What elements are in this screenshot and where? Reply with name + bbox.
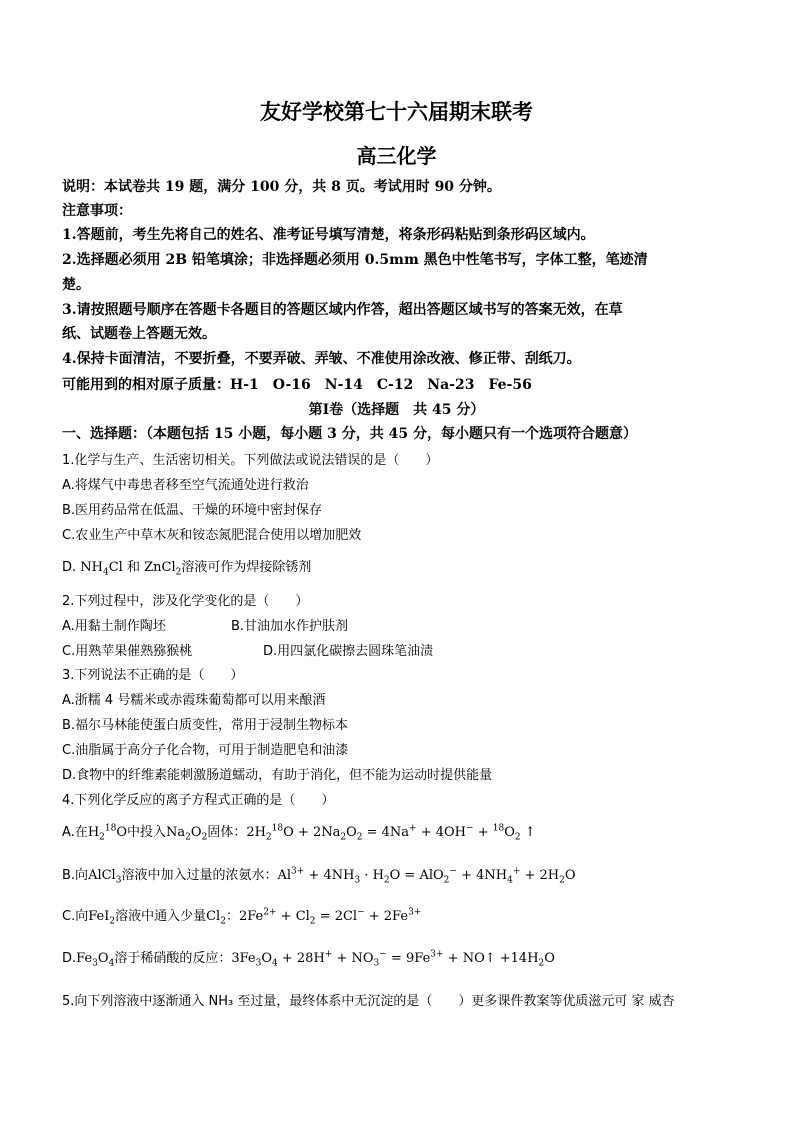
notice-item-2b: 楚。 — [62, 277, 90, 293]
q3-option-d: D.食物中的纤维素能刺激肠道蠕动，有助于消化，但不能为运动时提供能量 — [62, 768, 493, 783]
exam-title: 友好学校第七十六届期末联考 — [260, 99, 533, 124]
subject-title: 高三化学 — [356, 144, 437, 168]
exam-description: 说明：本试卷共 19 题，满分 100 分，共 8 页。考试用时 90 分钟。 — [62, 179, 501, 195]
q2-option-b: B.甘油加水作护肤剂 — [231, 619, 349, 634]
notice-item-2a: 2.选择题必须用 2B 铅笔填涂；非选择题必须用 0.5mm 黑色中性笔书写，字体工整，笔迹清 — [62, 252, 648, 268]
q3-stem: 3.下列说法不正确的是（ ） — [62, 668, 244, 683]
q4-option-a: A.在$H_2^{18}O$中投入$Na_2O_2$固体：$2H_2^{18}O + 2Na_2O_2 = 4Na^+ + 4OH^- + ^{18}O_2$ ↑ — [62, 823, 536, 843]
q4-option-b: B.向AlCl$_3$溶液中加入过量的浓氨水：$Al^{3+} + 4NH_3 \cdot H_2O = AlO_2^- + 4NH_4^+ + 2H_2O$ — [62, 866, 576, 886]
notice-item-3a: 3.请按照题号顺序在答题卡各题目的答题区域内作答，超出答题区域书写的答案无效，在草 — [62, 302, 623, 318]
q2-option-a: A.用黏土制作陶坯 — [62, 619, 166, 634]
notice-item-4: 4.保持卡面清洁，不要折叠，不要弄破、弄皱、不准使用涂改液、修正带、刮纸刀。 — [62, 351, 581, 367]
q4-stem: 4.下列化学反应的离子方程式正确的是（ ） — [62, 793, 335, 808]
q1-stem: 1.化学与生产、生活密切相关。下列做法或说法错误的是（ ） — [62, 453, 439, 468]
q2-option-d: D.用四氯化碳擦去圆珠笔油渍 — [263, 644, 434, 659]
q1-option-a: A.将煤气中毒患者移至空气流通处进行救治 — [62, 478, 309, 493]
q1-option-b: B.医用药品常在低温、干燥的环境中密封保存 — [62, 503, 323, 518]
q4-option-c: C.向FeI$_2$溶液中通入少量$Cl_2$：$2Fe^{2+} + Cl_2 = 2Cl^- + 2Fe^{3+}$ — [62, 907, 422, 927]
notice-item-3b: 纸、试题卷上答题无效。 — [62, 326, 216, 342]
q1-option-c: C.农业生产中草木灰和铵态氮肥混合使用以增加肥效 — [62, 528, 362, 543]
q5-stem: 5.向下列溶液中逐渐通入 NH₃ 至过量，最终体系中无沉淀的是（ ）更多课件教案等优质滋元可 家 威杏 — [62, 994, 675, 1009]
part1-heading: 一、选择题：（本题包括 15 小题，每小题 3 分，共 45 分，每小题只有一个选项符合题意） — [62, 426, 637, 442]
q2-option-c: C.用熟苹果催熟猕猴桃 — [62, 644, 193, 659]
q4-option-d: $D.Fe_3O_4$溶于稀硝酸的反应：$3Fe_3O_4 + 28H^+ + NO_3^- = 9Fe^{3+}$ + NO↑ $+14H_2O$ — [62, 949, 555, 969]
q3-option-a: A.浙糯 4 号糯米或赤霞珠葡萄都可以用来酿酒 — [62, 693, 326, 708]
volume-heading: 第Ⅰ卷（选择题 共 45 分） — [308, 402, 485, 418]
notice-title: 注意事项： — [62, 203, 132, 219]
q2-stem: 2.下列过程中，涉及化学变化的是（ ） — [62, 594, 309, 609]
notice-item-1: 1.答题前，考生先将自己的姓名、准考证号填写清楚，将条形码粘贴到条形码区域内。 — [62, 227, 595, 243]
atomic-masses: 可能用到的相对原子质量：H-1 O-16 N-14 C-12 Na-23 Fe-56 — [62, 377, 532, 393]
q1-option-d: D. $NH_4Cl$ 和 ZnCl$_2$溶液可作为焊接除锈剂 — [62, 560, 312, 578]
q3-option-c: C.油脂属于高分子化合物，可用于制造肥皂和油漆 — [62, 743, 349, 758]
q3-option-b: B.福尔马林能使蛋白质变性，常用于浸制生物标本 — [62, 718, 349, 733]
